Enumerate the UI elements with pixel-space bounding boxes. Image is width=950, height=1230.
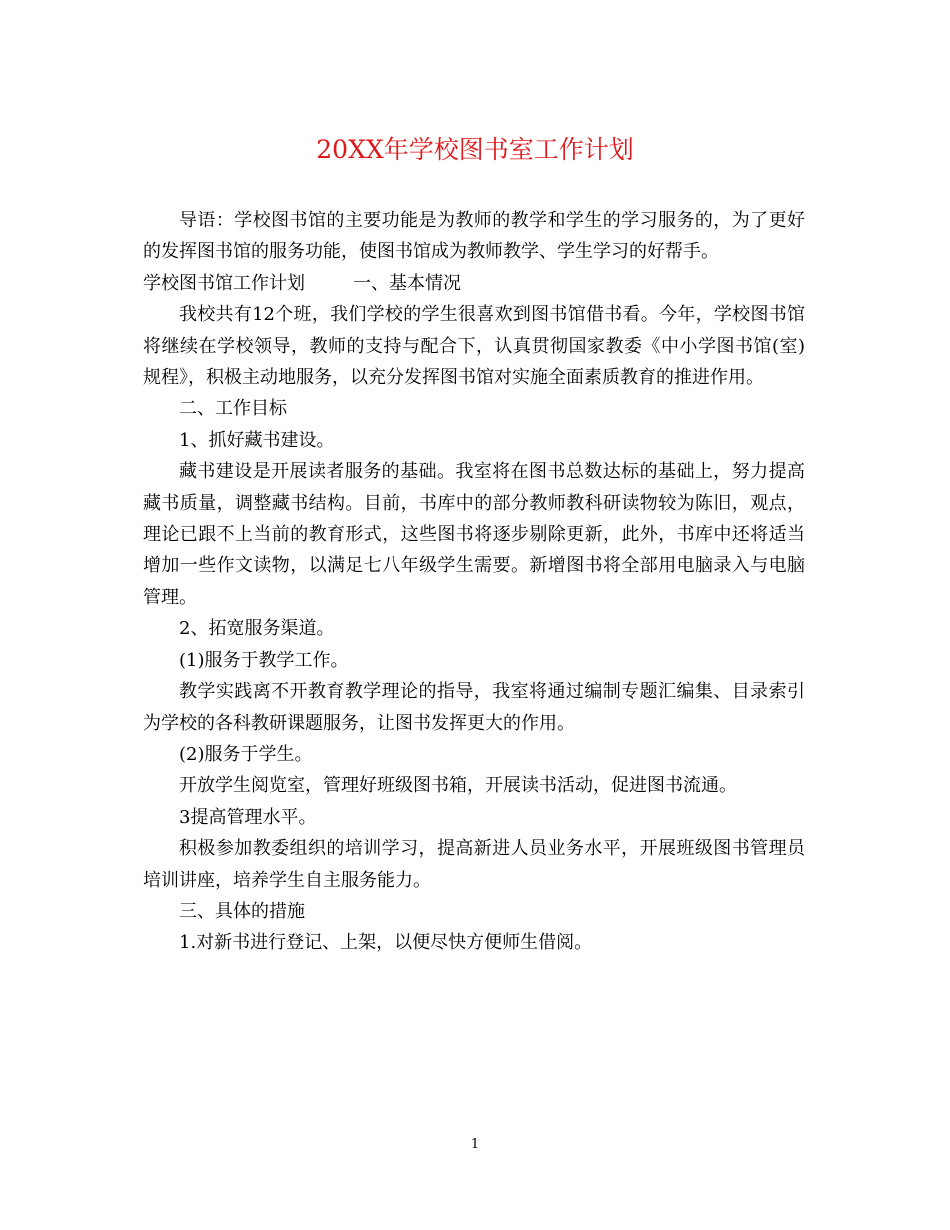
subheading-plan-title: 学校图书馆工作计划 [143, 272, 305, 294]
subheading-basic-situation: 一、基本情况 [353, 272, 461, 294]
paragraph-measure-1: 1.对新书进行登记、上架，以便尽快方便师生借阅。 [179, 932, 593, 954]
heading-collection: 1、抓好藏书建设。 [179, 429, 335, 451]
paragraph-collection: 藏书建设是开展读者服务的基础。我室将在图书总数达标的基础上，努力提高藏书质量，调整藏书结构。目前，书库中的部分教师教科研读物较为陈旧，观点，理论已跟不上当前的教育形式，这些图书将逐步剔除更新，此外，书库中还将适当增加一些作文读物，以满足七八年级学生需要。新增图书将全部用电脑录入与电脑管理。 [143, 461, 805, 608]
page-number: 1 [470, 1137, 480, 1152]
document-body [143, 205, 805, 959]
paragraph-intro: 导语：学校图书馆的主要功能是为教师的教学和学生的学习服务的，为了更好的发挥图书馆的服务功能，使图书馆成为教师教学、学生学习的好帮手。 [143, 210, 805, 263]
paragraph-management: 积极参加教委组织的培训学习，提高新进人员业务水平，开展班级图书管理员培训讲座，培养学生自主服务能力。 [143, 838, 805, 891]
heading-serve-teaching: (1)服务于教学工作。 [179, 649, 349, 671]
heading-management: 3提高管理水平。 [179, 806, 317, 828]
heading-work-goals: 二、工作目标 [179, 398, 287, 420]
document-title: 20XX年学校图书室工作计划 [316, 135, 634, 164]
heading-service-channels: 2、拓宽服务渠道。 [179, 618, 335, 640]
heading-serve-students: (2)服务于学生。 [179, 743, 313, 765]
paragraph-serve-teaching: 教学实践离不开教育教学理论的指导，我室将通过编制专题汇编集、目录索引为学校的各科教研课题服务，让图书发挥更大的作用。 [143, 681, 805, 734]
paragraph-serve-students: 开放学生阅览室，管理好班级图书箱，开展读书活动，促进图书流通。 [179, 775, 737, 797]
section-heading-line [143, 268, 805, 299]
heading-measures: 三、具体的措施 [179, 900, 305, 922]
paragraph-basic-situation: 我校共有12个班，我们学校的学生很喜欢到图书馆借书看。今年，学校图书馆将继续在学校领导，教师的支持与配合下，认真贯彻国家教委《中小学图书馆(室)规程》，积极主动地服务，以充分发挥图书馆对实施全面素质教育的推进作用。 [143, 304, 805, 389]
